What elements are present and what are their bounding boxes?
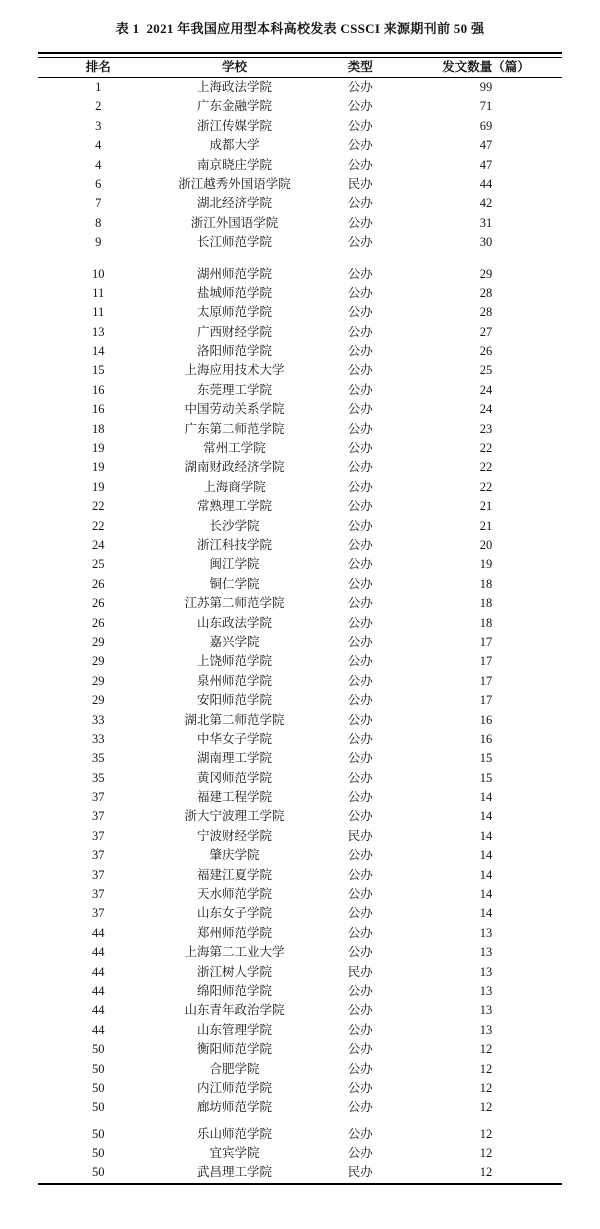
school-cell: 福建工程学院	[196, 790, 272, 805]
school-cell: 湖南理工学院	[196, 751, 272, 766]
rank-cell: 37	[92, 848, 105, 863]
count-cell: 15	[479, 751, 493, 766]
count-cell: 13	[479, 983, 493, 998]
school-cell: 福建江夏学院	[196, 867, 272, 882]
rank-cell: 26	[92, 615, 105, 630]
table-row	[38, 342, 562, 361]
count-cell: 20	[479, 537, 493, 552]
count-cell: 25	[479, 363, 493, 378]
count-cell: 12	[479, 1100, 493, 1115]
table-row	[38, 769, 562, 788]
table-row	[38, 1125, 562, 1144]
header-count: 发文数量（篇）	[442, 60, 530, 74]
count-cell: 13	[479, 1022, 493, 1037]
school-cell: 山东政法学院	[196, 615, 272, 630]
type-cell: 公办	[347, 983, 373, 998]
header-type: 类型	[347, 60, 373, 74]
table-row	[38, 575, 562, 594]
type-cell: 公办	[347, 1042, 373, 1057]
count-cell: 14	[479, 809, 493, 824]
rank-cell: 50	[92, 1080, 105, 1095]
school-cell: 广西财经学院	[196, 324, 272, 339]
type-cell: 公办	[347, 634, 373, 649]
school-cell: 上饶师范学院	[196, 654, 272, 669]
table-row	[38, 497, 562, 516]
school-cell: 肇庆学院	[209, 848, 260, 863]
table-row	[38, 233, 562, 252]
school-cell: 内江师范学院	[196, 1080, 272, 1095]
type-cell: 公办	[347, 1080, 373, 1095]
type-cell: 公办	[347, 138, 373, 153]
school-cell: 浙大宁波理工学院	[184, 809, 285, 824]
table-row	[38, 478, 562, 497]
table-header-row	[38, 58, 562, 77]
type-cell: 公办	[347, 1022, 373, 1037]
rank-cell: 44	[92, 983, 105, 998]
rank-cell: 16	[92, 382, 105, 397]
table-row	[38, 672, 562, 691]
rank-cell: 37	[92, 887, 105, 902]
table-row	[38, 943, 562, 962]
rank-cell: 4	[95, 138, 102, 153]
table-row	[38, 1001, 562, 1020]
type-cell: 公办	[347, 235, 373, 250]
rank-cell: 44	[92, 964, 105, 979]
type-cell: 公办	[347, 118, 373, 133]
school-cell: 盐城师范学院	[196, 285, 272, 300]
table-row	[38, 614, 562, 633]
type-cell: 公办	[347, 305, 373, 320]
type-cell: 公办	[347, 1100, 373, 1115]
table-row	[38, 904, 562, 923]
type-cell: 公办	[347, 848, 373, 863]
school-cell: 泉州师范学院	[196, 673, 272, 688]
rank-cell: 18	[92, 421, 105, 436]
school-cell: 宁波财经学院	[196, 828, 272, 843]
type-cell: 公办	[347, 945, 373, 960]
count-cell: 47	[479, 138, 493, 153]
count-cell: 22	[479, 479, 493, 494]
count-cell: 28	[479, 285, 493, 300]
rank-cell: 9	[95, 235, 102, 250]
type-cell: 民办	[347, 1165, 373, 1180]
table-row	[38, 323, 562, 342]
type-cell: 民办	[347, 176, 373, 191]
rank-cell: 29	[92, 693, 105, 708]
type-cell: 公办	[347, 402, 373, 417]
type-cell: 公办	[347, 215, 373, 230]
count-cell: 14	[479, 867, 493, 882]
rank-cell: 50	[92, 1061, 105, 1076]
rank-cell: 8	[95, 215, 102, 230]
count-cell: 12	[479, 1080, 493, 1095]
rank-cell: 26	[92, 576, 105, 591]
type-cell: 公办	[347, 1061, 373, 1076]
type-cell: 公办	[347, 790, 373, 805]
type-cell: 公办	[347, 557, 373, 572]
type-cell: 公办	[347, 1003, 373, 1018]
school-cell: 浙江外国语学院	[190, 215, 279, 230]
school-cell: 乐山师范学院	[196, 1126, 272, 1141]
rank-cell: 26	[92, 596, 105, 611]
school-cell: 上海第二工业大学	[184, 945, 285, 960]
count-cell: 18	[479, 615, 493, 630]
count-cell: 22	[479, 460, 493, 475]
rank-cell: 24	[92, 537, 105, 552]
rank-cell: 44	[92, 1003, 105, 1018]
count-cell: 16	[479, 731, 493, 746]
table-row	[38, 284, 562, 303]
rank-cell: 4	[95, 157, 102, 172]
count-cell: 71	[479, 99, 493, 114]
school-cell: 衡阳师范学院	[196, 1042, 272, 1057]
table-row	[38, 400, 562, 419]
school-cell: 湖南财政经济学院	[184, 460, 285, 475]
count-cell: 24	[479, 402, 493, 417]
table-row	[38, 381, 562, 400]
table-row	[38, 214, 562, 233]
type-cell: 公办	[347, 770, 373, 785]
school-cell: 合肥学院	[209, 1061, 260, 1076]
type-cell: 公办	[347, 479, 373, 494]
type-cell: 公办	[347, 731, 373, 746]
school-cell: 宜宾学院	[209, 1146, 260, 1161]
type-cell: 公办	[347, 196, 373, 211]
table-row	[38, 866, 562, 885]
type-cell: 公办	[347, 460, 373, 475]
rank-cell: 22	[92, 518, 105, 533]
type-cell: 公办	[347, 615, 373, 630]
type-cell: 公办	[347, 576, 373, 591]
table-row	[38, 1163, 562, 1182]
count-cell: 99	[479, 80, 493, 94]
table-row	[38, 924, 562, 943]
rank-cell: 50	[92, 1165, 105, 1180]
count-cell: 16	[479, 712, 493, 727]
school-cell: 湖州师范学院	[196, 266, 272, 281]
rank-cell: 50	[92, 1126, 105, 1141]
count-cell: 17	[479, 634, 493, 649]
school-cell: 铜仁学院	[209, 576, 260, 591]
type-cell: 公办	[347, 285, 373, 300]
count-cell: 30	[479, 235, 493, 250]
school-cell: 江苏第二师范学院	[184, 596, 285, 611]
count-cell: 47	[479, 157, 493, 172]
header-school: 学校	[221, 60, 247, 74]
rank-cell: 3	[95, 118, 102, 133]
table-body	[38, 78, 562, 1183]
table-caption: 表 1 2021 年我国应用型本科高校发表 CSSCI 来源期刊前 50 强	[115, 21, 485, 36]
count-cell: 14	[479, 887, 493, 902]
table-row	[38, 1144, 562, 1163]
rank-cell: 2	[95, 99, 102, 114]
count-cell: 12	[479, 1165, 493, 1180]
rank-cell: 22	[92, 499, 105, 514]
school-cell: 山东管理学院	[196, 1022, 272, 1037]
count-cell: 18	[479, 576, 493, 591]
rank-cell: 35	[92, 770, 105, 785]
rank-cell: 7	[95, 196, 102, 211]
count-cell: 17	[479, 673, 493, 688]
school-cell: 天水师范学院	[196, 887, 272, 902]
school-cell: 浙江树人学院	[196, 964, 272, 979]
school-cell: 嘉兴学院	[209, 634, 260, 649]
table-row	[38, 175, 562, 194]
table-row	[38, 963, 562, 982]
school-cell: 长江师范学院	[196, 235, 272, 250]
rank-cell: 19	[92, 479, 105, 494]
table-row	[38, 303, 562, 322]
count-cell: 27	[479, 324, 493, 339]
count-cell: 42	[479, 196, 493, 211]
rank-cell: 37	[92, 790, 105, 805]
school-cell: 武昌理工学院	[196, 1165, 272, 1180]
type-cell: 公办	[347, 157, 373, 172]
school-cell: 浙江科技学院	[196, 537, 272, 552]
ranking-table	[38, 52, 562, 1185]
rank-cell: 10	[92, 266, 105, 281]
count-cell: 18	[479, 596, 493, 611]
table-row	[38, 536, 562, 555]
type-cell: 公办	[347, 499, 373, 514]
table-row	[38, 265, 562, 284]
school-cell: 常州工学院	[203, 441, 266, 456]
table-row	[38, 711, 562, 730]
rank-cell: 37	[92, 906, 105, 921]
table-row	[38, 846, 562, 865]
table-row	[38, 788, 562, 807]
table-row	[38, 691, 562, 710]
rank-cell: 13	[92, 324, 105, 339]
table-row	[38, 807, 562, 826]
table-row	[38, 1098, 562, 1117]
table-row	[38, 594, 562, 613]
table-row	[38, 156, 562, 175]
count-cell: 17	[479, 693, 493, 708]
school-cell: 绵阳师范学院	[196, 983, 272, 998]
school-cell: 广东金融学院	[196, 99, 272, 114]
type-cell: 公办	[347, 1146, 373, 1161]
school-cell: 成都大学	[209, 138, 260, 153]
table-row	[38, 1040, 562, 1059]
count-cell: 21	[479, 499, 493, 514]
rank-cell: 29	[92, 654, 105, 669]
type-cell: 公办	[347, 693, 373, 708]
rank-cell: 35	[92, 751, 105, 766]
school-cell: 太原师范学院	[196, 305, 272, 320]
school-cell: 东莞理工学院	[196, 382, 272, 397]
type-cell: 公办	[347, 887, 373, 902]
table-bottom-rule	[38, 1183, 562, 1185]
table-row	[38, 361, 562, 380]
type-cell: 公办	[347, 441, 373, 456]
rank-cell: 33	[92, 731, 105, 746]
school-cell: 廊坊师范学院	[196, 1100, 272, 1115]
table-row	[38, 117, 562, 136]
table-row	[38, 885, 562, 904]
school-cell: 上海应用技术大学	[184, 363, 285, 378]
count-cell: 13	[479, 1003, 493, 1018]
type-cell: 公办	[347, 1126, 373, 1141]
type-cell: 公办	[347, 809, 373, 824]
rank-cell: 25	[92, 557, 105, 572]
table-row	[38, 982, 562, 1001]
type-cell: 公办	[347, 654, 373, 669]
header-rank: 排名	[85, 60, 111, 74]
count-cell: 13	[479, 945, 493, 960]
count-cell: 17	[479, 654, 493, 669]
school-cell: 常熟理工学院	[196, 499, 272, 514]
type-cell: 公办	[347, 382, 373, 397]
type-cell: 公办	[347, 712, 373, 727]
type-cell: 公办	[347, 596, 373, 611]
count-cell: 12	[479, 1126, 493, 1141]
rank-cell: 50	[92, 1146, 105, 1161]
school-cell: 安阳师范学院	[196, 693, 272, 708]
rank-cell: 29	[92, 673, 105, 688]
rank-cell: 44	[92, 945, 105, 960]
school-cell: 南京晓庄学院	[196, 157, 272, 172]
rank-cell: 16	[92, 402, 105, 417]
school-cell: 湖北第二师范学院	[184, 712, 285, 727]
type-cell: 公办	[347, 266, 373, 281]
table-row	[38, 78, 562, 97]
table-row	[38, 439, 562, 458]
school-cell: 广东第二师范学院	[184, 421, 285, 436]
count-cell: 21	[479, 518, 493, 533]
rank-cell: 29	[92, 634, 105, 649]
school-cell: 山东青年政治学院	[184, 1003, 285, 1018]
table-row	[38, 97, 562, 116]
count-cell: 12	[479, 1061, 493, 1076]
type-cell: 公办	[347, 518, 373, 533]
count-cell: 14	[479, 790, 493, 805]
rank-cell: 37	[92, 809, 105, 824]
school-cell: 黄冈师范学院	[196, 770, 272, 785]
type-cell: 公办	[347, 363, 373, 378]
type-cell: 公办	[347, 80, 373, 94]
count-cell: 14	[479, 848, 493, 863]
rank-cell: 19	[92, 460, 105, 475]
table-row	[38, 1021, 562, 1040]
table-row	[38, 555, 562, 574]
table-row	[38, 420, 562, 439]
count-cell: 22	[479, 441, 493, 456]
school-cell: 湖北经济学院	[196, 196, 272, 211]
rank-cell: 14	[92, 344, 105, 359]
school-cell: 上海商学院	[203, 479, 266, 494]
table-row	[38, 652, 562, 671]
count-cell: 19	[479, 557, 493, 572]
rank-cell: 6	[95, 176, 102, 191]
count-cell: 24	[479, 382, 493, 397]
rank-cell: 44	[92, 1022, 105, 1037]
table-row	[38, 194, 562, 213]
rank-cell: 44	[92, 925, 105, 940]
type-cell: 公办	[347, 324, 373, 339]
type-cell: 公办	[347, 751, 373, 766]
type-cell: 公办	[347, 99, 373, 114]
count-cell: 14	[479, 828, 493, 843]
school-cell: 长沙学院	[209, 518, 260, 533]
rank-cell: 33	[92, 712, 105, 727]
school-cell: 郑州师范学院	[196, 925, 272, 940]
type-cell: 民办	[347, 964, 373, 979]
count-cell: 23	[479, 421, 493, 436]
type-cell: 公办	[347, 906, 373, 921]
school-cell: 闽江学院	[209, 557, 260, 572]
count-cell: 31	[479, 215, 493, 230]
school-cell: 中华女子学院	[196, 731, 272, 746]
count-cell: 12	[479, 1146, 493, 1161]
school-cell: 中国劳动关系学院	[184, 402, 285, 417]
table-row	[38, 458, 562, 477]
count-cell: 13	[479, 964, 493, 979]
rank-cell: 15	[92, 363, 105, 378]
rank-cell: 19	[92, 441, 105, 456]
school-cell: 浙江传媒学院	[196, 118, 272, 133]
rank-cell: 11	[92, 305, 105, 320]
rank-cell: 37	[92, 867, 105, 882]
type-cell: 公办	[347, 925, 373, 940]
count-cell: 69	[479, 118, 493, 133]
rank-cell: 11	[92, 285, 105, 300]
school-cell: 上海政法学院	[196, 80, 272, 94]
rank-cell: 50	[92, 1042, 105, 1057]
count-cell: 28	[479, 305, 493, 320]
type-cell: 公办	[347, 537, 373, 552]
rank-cell: 50	[92, 1100, 105, 1115]
count-cell: 29	[479, 266, 493, 281]
table-row	[38, 633, 562, 652]
table-row	[38, 749, 562, 768]
table-row	[38, 730, 562, 749]
type-cell: 民办	[347, 828, 373, 843]
table-row	[38, 517, 562, 536]
rank-cell: 1	[95, 80, 102, 94]
count-cell: 14	[479, 906, 493, 921]
type-cell: 公办	[347, 867, 373, 882]
rank-cell: 37	[92, 828, 105, 843]
type-cell: 公办	[347, 673, 373, 688]
school-cell: 山东女子学院	[196, 906, 272, 921]
school-cell: 洛阳师范学院	[196, 344, 272, 359]
table-row	[38, 1079, 562, 1098]
count-cell: 15	[479, 770, 493, 785]
table-row	[38, 827, 562, 846]
school-cell: 浙江越秀外国语学院	[178, 176, 291, 191]
count-cell: 12	[479, 1042, 493, 1057]
type-cell: 公办	[347, 344, 373, 359]
count-cell: 44	[479, 176, 493, 191]
table-row	[38, 1060, 562, 1079]
count-cell: 26	[479, 344, 493, 359]
count-cell: 13	[479, 925, 493, 940]
type-cell: 公办	[347, 421, 373, 436]
table-row	[38, 136, 562, 155]
